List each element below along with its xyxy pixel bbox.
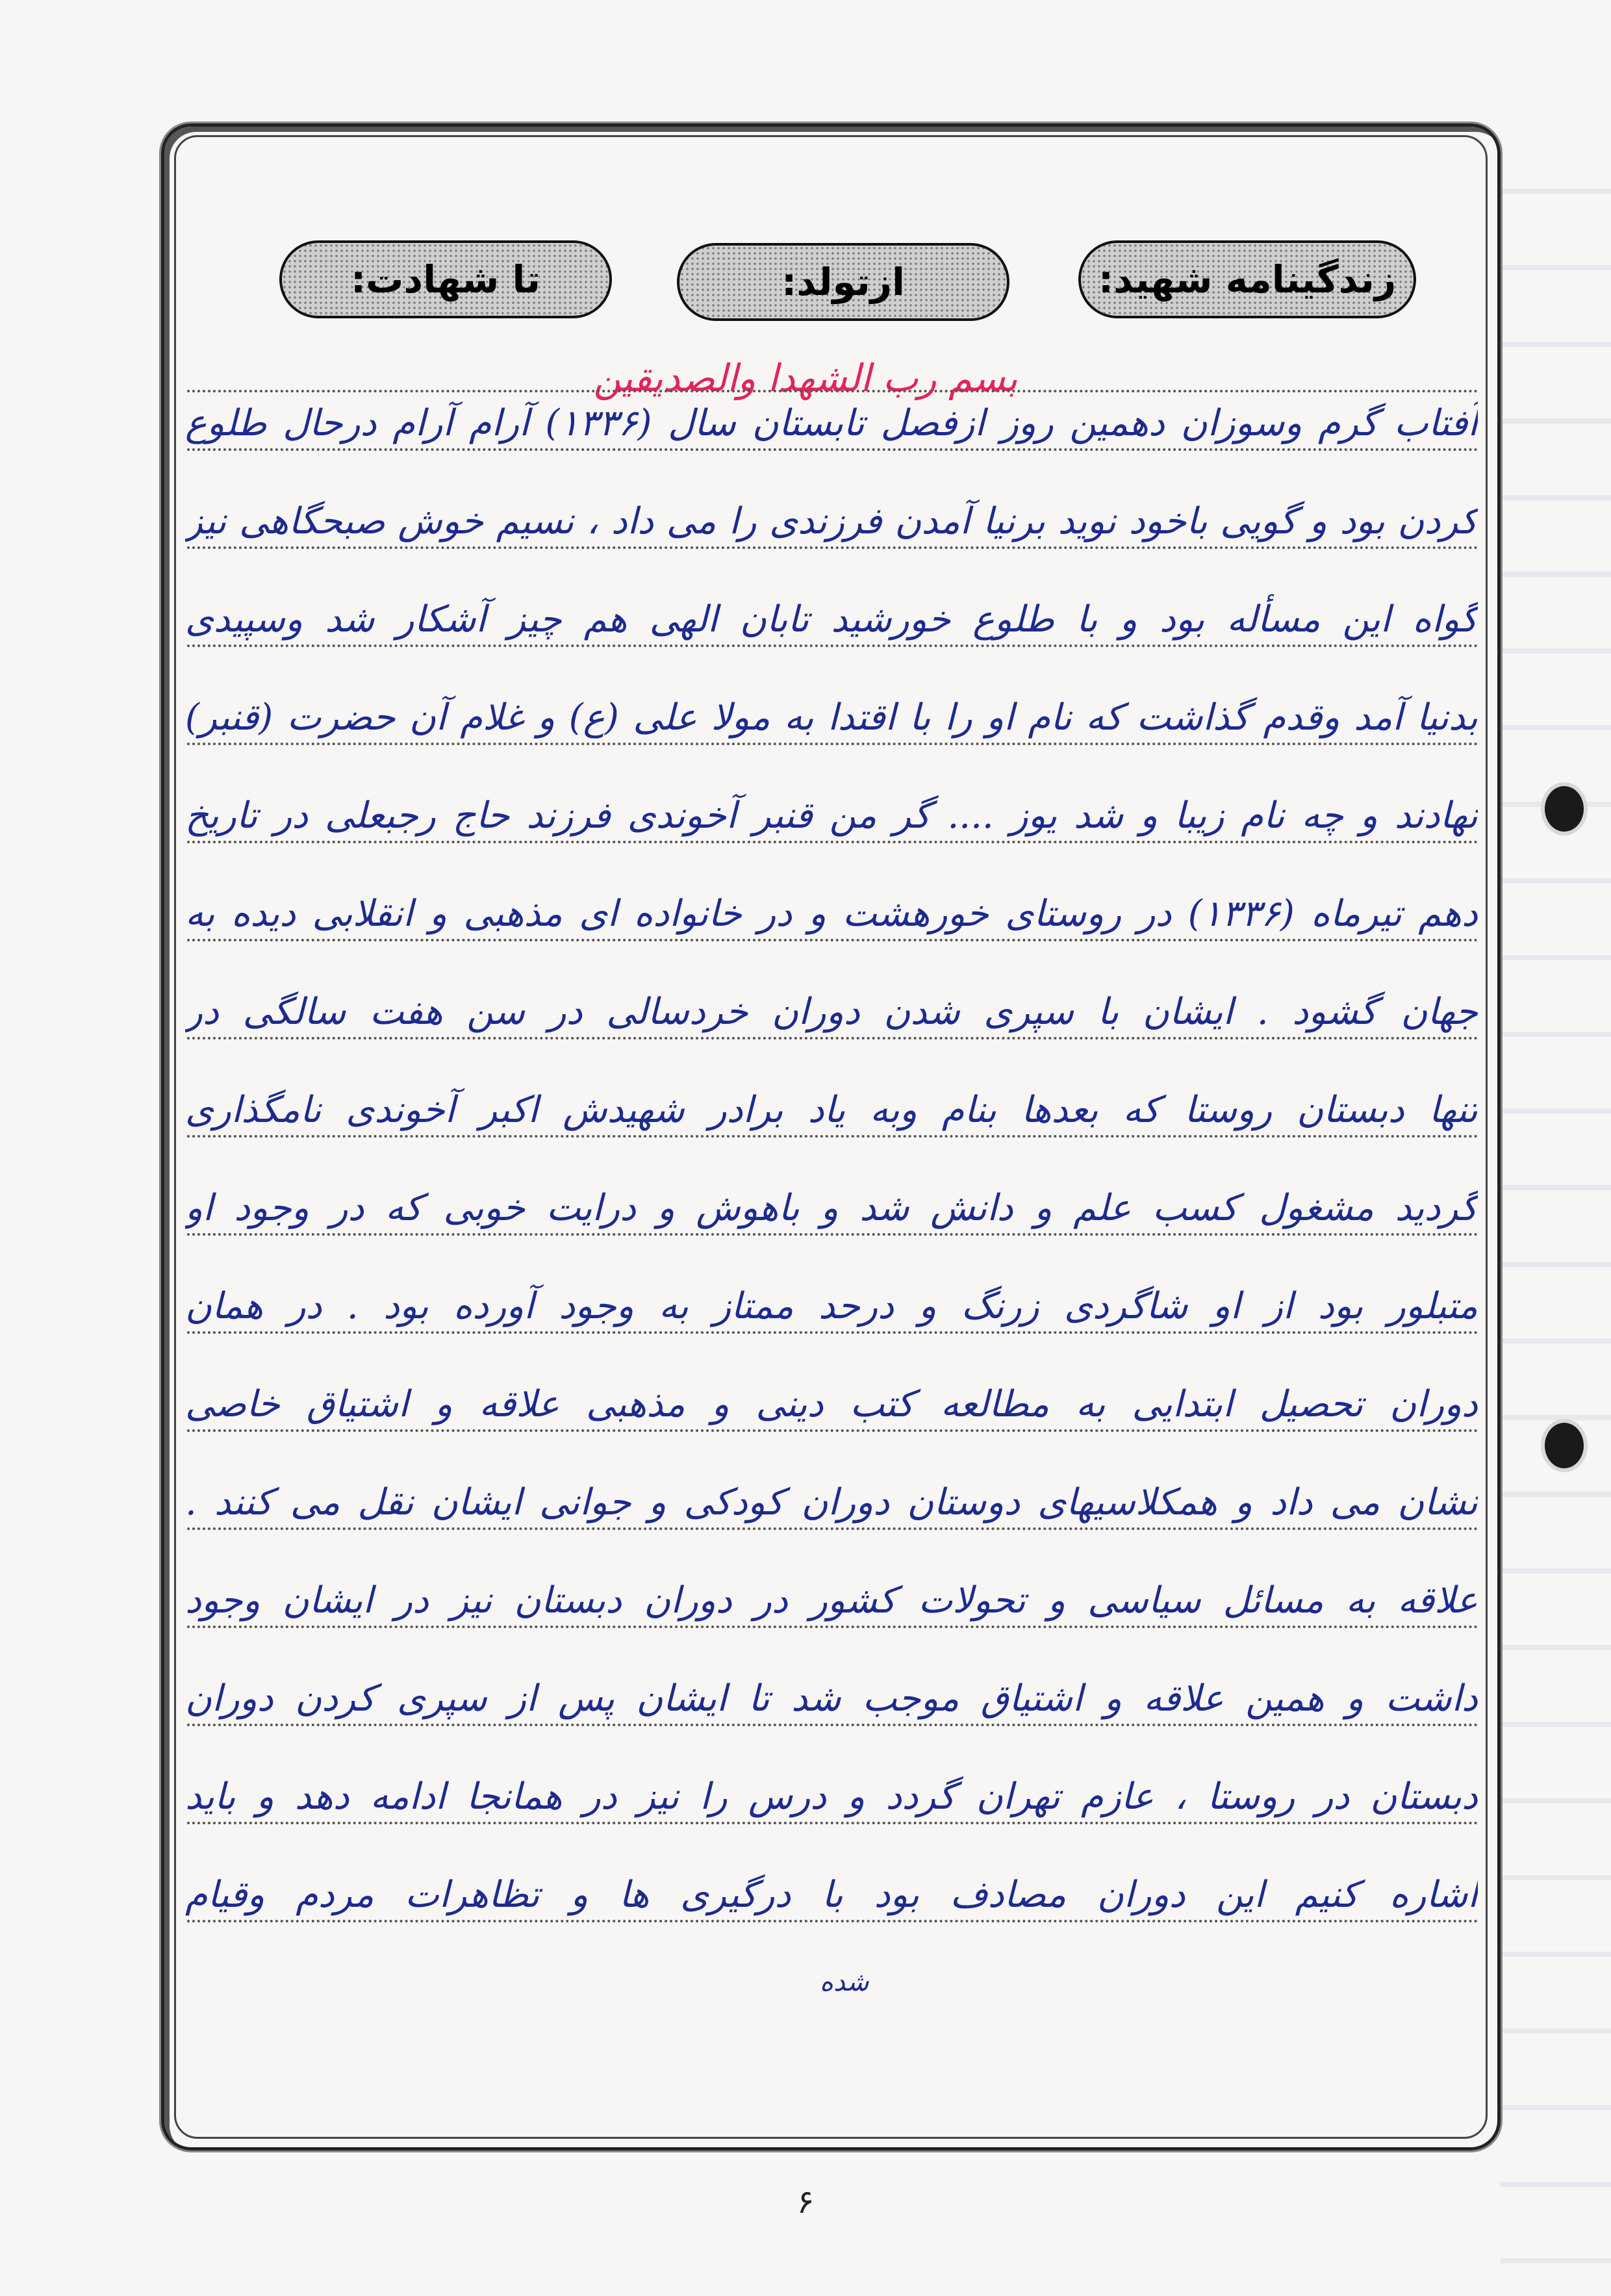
- text-line: گواه این مسأله بود و با طلوع خورشید تابان الهی هم چیز آشکار شد وسپیدی: [185, 598, 1478, 641]
- ruled-line: [187, 1037, 1478, 1040]
- ruled-line: [187, 390, 1478, 392]
- birth-label: ازتولد:: [781, 260, 905, 304]
- ruled-line: [187, 939, 1478, 941]
- ruled-line: [187, 1724, 1478, 1726]
- text-line: گردید مشغول کسب علم و دانش شد و باهوش و درایت خوبی که در وجود او: [185, 1187, 1478, 1229]
- text-line: متبلور بود از او شاگردی زرنگ و درحد ممتاز به وجود آورده بود . در همان: [185, 1285, 1478, 1327]
- text-line: دهم تیرماه (۱۳۳۶) در روستای خورهشت و در خانواده ای مذهبی و انقلابی دیده به: [185, 893, 1478, 935]
- martyrdom-label: تا شهادت:: [350, 257, 541, 301]
- biography-label-pill: [1078, 240, 1416, 318]
- ruled-line: [187, 1527, 1478, 1530]
- text-line: اشاره کنیم این دوران مصادف بود با درگیری ها و تظاهرات مردم وقیام: [185, 1874, 1478, 1916]
- text-line: نشان می داد و همکلاسیهای دوستان دوران کودکی و جوانی ایشان نقل می کنند .: [185, 1481, 1478, 1524]
- text-line: کردن بود و گویی باخود نوید برنیا آمدن فرزندی را می داد ، نسیم خوش صبحگاهی نیز: [185, 500, 1478, 542]
- text-line: داشت و همین علاقه و اشتیاق موجب شد تا ایشان پس از سپری کردن دوران: [185, 1677, 1478, 1720]
- biography-label: زندگینامه شهید:: [1098, 257, 1397, 301]
- text-line: نهادند و چه نام زیبا و شد یوز .... گر من قنبر آخوندی فرزند حاج رجبعلی در تاریخ: [185, 795, 1478, 837]
- ruled-line: [187, 1331, 1478, 1334]
- ruled-line: [187, 1233, 1478, 1236]
- ruled-line: [187, 1822, 1478, 1824]
- text-line: آفتاب گرم وسوزان دهمین روز ازفصل تابستان سال (۱۳۳۶) آرام آرام درحال طلوع: [185, 402, 1478, 444]
- punch-hole: [1545, 786, 1584, 832]
- ruled-line: [187, 841, 1478, 843]
- text-line: دوران تحصیل ابتدایی به مطالعه کتب دینی و مذهبی علاقه و اشتیاق خاصی: [185, 1383, 1478, 1425]
- text-line: بدنیا آمد وقدم گذاشت که نام او را با اقتدا به مولا علی (ع) و غلام آن حضرت (قنبر): [185, 696, 1478, 739]
- ruled-line: [187, 1626, 1478, 1628]
- ruled-line: [187, 448, 1478, 451]
- ruled-line: [187, 1429, 1478, 1432]
- text-line: تنها دبستان روستا که بعدها بنام وبه یاد برادر شهیدش اکبر آخوندی نامگذاری: [185, 1089, 1478, 1131]
- birth-label-pill: [677, 243, 1009, 321]
- ruled-line: [187, 546, 1478, 549]
- text-line: علاقه به مسائل سیاسی و تحولات کشور در دوران دبستان نیز در ایشان وجود: [185, 1579, 1478, 1622]
- ruled-line: [187, 644, 1478, 647]
- handwritten-heading: بسم رب الشهدا والصدیقین: [593, 356, 1018, 400]
- martyrdom-label-pill: [279, 240, 612, 318]
- text-line: جهان گشود . ایشان با سپری شدن دوران خردسالی در سن هفت سالگی در: [185, 991, 1478, 1033]
- ruled-line: [187, 1135, 1478, 1138]
- punch-hole: [1545, 1423, 1584, 1468]
- ruled-line: [187, 1920, 1478, 1922]
- inserted-word: شده: [820, 1967, 869, 1997]
- page-bleed-through: [1501, 117, 1611, 2287]
- ruled-line: [187, 743, 1478, 745]
- page-number: ۶: [796, 2183, 815, 2221]
- text-line: دبستان در روستا ، عازم تهران گردد و درس را نیز در همانجا ادامه دهد و باید: [185, 1776, 1478, 1818]
